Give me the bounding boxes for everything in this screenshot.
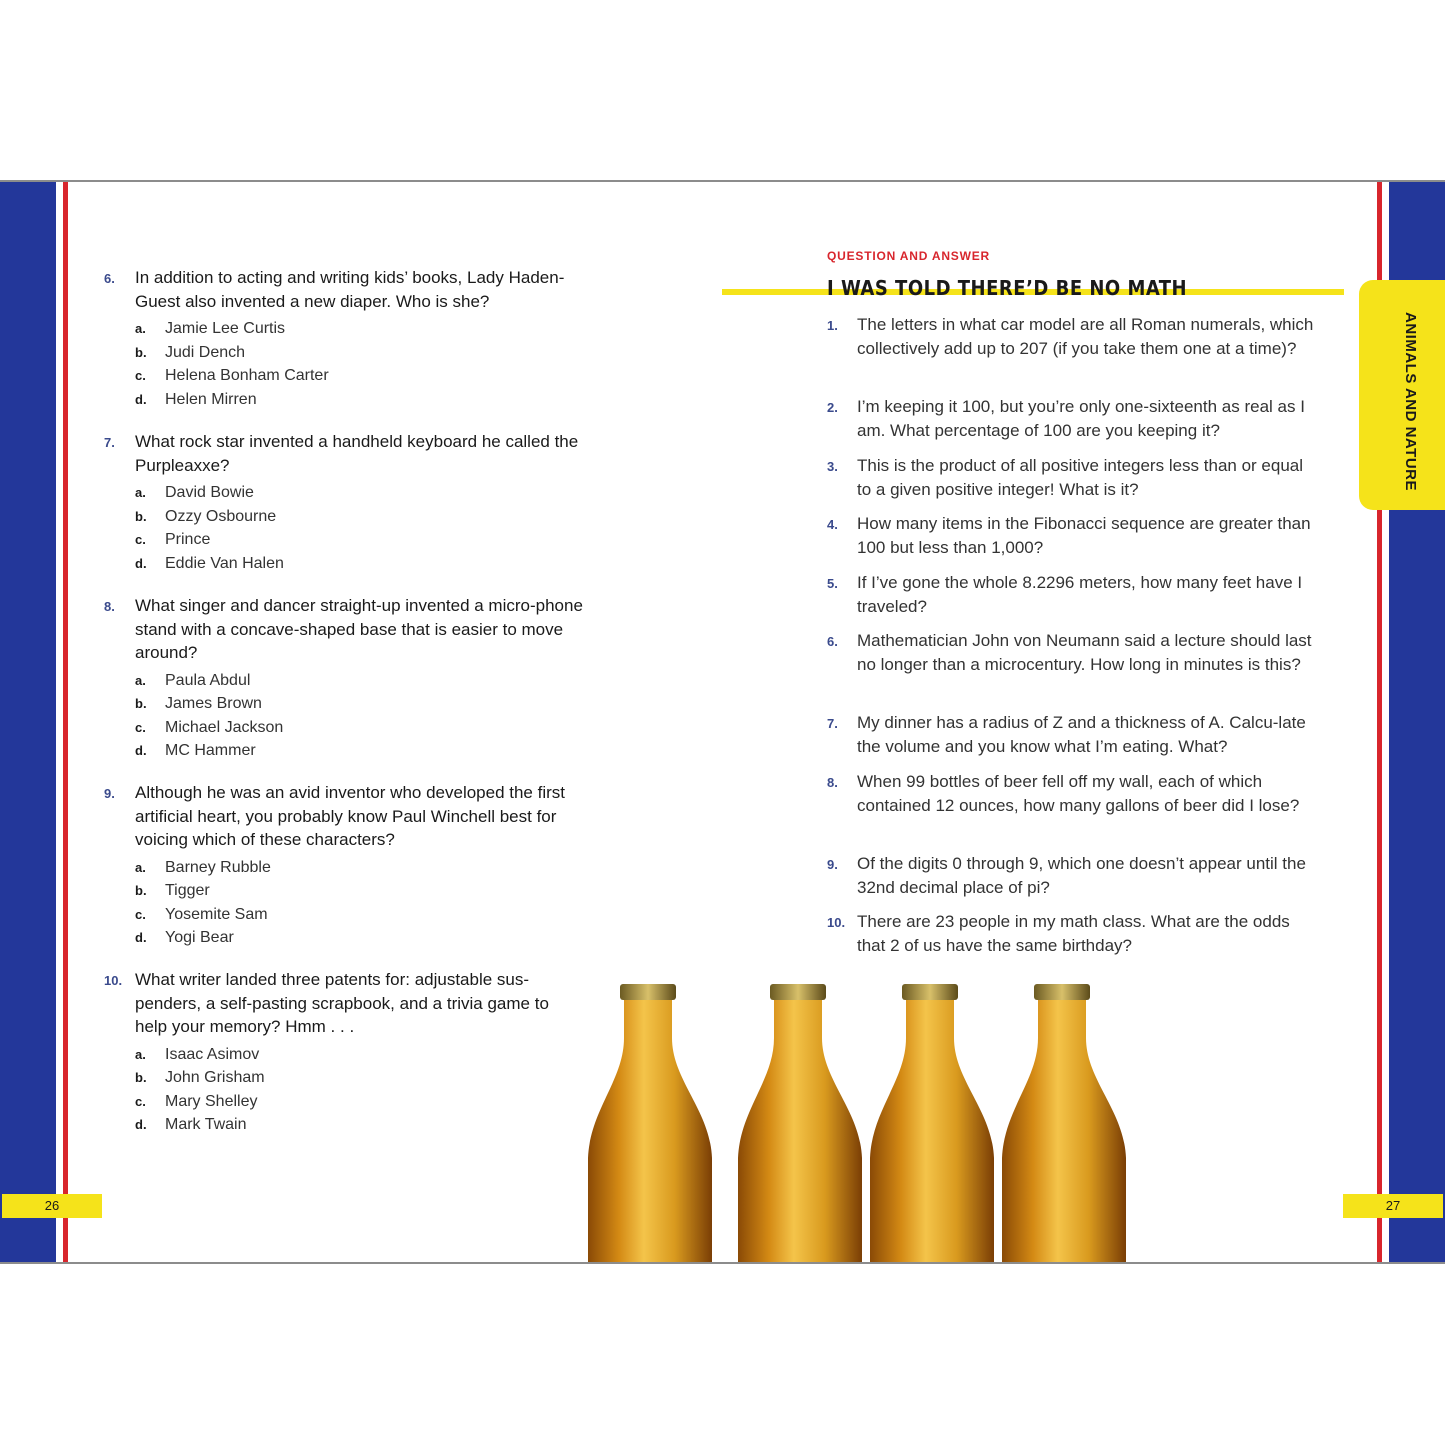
question-number: 9. <box>827 857 838 872</box>
right-question-6 <box>827 629 1317 676</box>
right-question-4 <box>827 512 1317 559</box>
option-text: Mary Shelley <box>165 1092 258 1110</box>
answer-option <box>135 481 584 505</box>
option-text: John Grisham <box>165 1069 265 1086</box>
question-number: 7. <box>827 716 838 731</box>
option-text: James Brown <box>165 695 262 712</box>
answer-options <box>135 1043 584 1137</box>
answer-option <box>135 926 584 950</box>
option-text: Yosemite Sam <box>165 905 268 923</box>
option-letter: d. <box>135 555 147 571</box>
option-text: Helena Bonham Carter <box>165 367 329 384</box>
page-number-right: 27 <box>1343 1194 1443 1218</box>
answer-option <box>135 716 584 740</box>
right-question-7 <box>827 711 1317 758</box>
option-letter: b. <box>135 883 147 898</box>
question-number: 3. <box>827 459 838 474</box>
question-text: Of the digits 0 through 9, which one doesn’t appear until the 32nd decimal place of pi? <box>857 854 1306 897</box>
question-text: The letters in what car model are all Roman numerals, which collectively add up to 207 (if you take them one at a time)? <box>857 315 1314 358</box>
section-label: QUESTION AND ANSWER <box>827 249 990 263</box>
left-red-stripe <box>63 182 68 1262</box>
option-letter: a. <box>135 859 146 875</box>
question-text: Although he was an avid inventor who developed the first artificial heart, you probably know Paul Winchell best for voicing which of these characters? <box>135 783 565 849</box>
beer-bottle-icon <box>588 984 712 1262</box>
question-text: My dinner has a radius of Z and a thickness of A. Calcu-late the volume and you know what I’m eating. What? <box>857 713 1306 756</box>
answer-option <box>135 341 584 365</box>
option-text: Mark Twain <box>165 1116 247 1133</box>
option-text: Ozzy Osbourne <box>165 507 277 525</box>
right-question-5 <box>827 571 1317 618</box>
answer-option <box>135 388 584 412</box>
right-question-2 <box>827 395 1317 442</box>
option-letter: a. <box>135 672 146 688</box>
option-letter: a. <box>135 1046 146 1062</box>
question-number: 7. <box>104 435 115 450</box>
right-question-10 <box>827 910 1317 957</box>
page-number-left: 26 <box>2 1194 102 1218</box>
option-text: Barney Rubble <box>165 858 271 876</box>
question-text: In addition to acting and writing kids’ books, Lady Haden-Guest also invented a new diaper. Who is she? <box>135 268 565 311</box>
left-question-8 <box>104 594 584 763</box>
answer-option <box>135 505 584 529</box>
beer-bottle-icon <box>870 984 994 1262</box>
option-letter: c. <box>135 719 146 735</box>
beer-bottle-icon <box>1002 984 1126 1262</box>
question-text: Mathematician John von Neumann said a lecture should last no longer than a microcentury. How long in minutes is this? <box>857 631 1312 674</box>
answer-option <box>135 903 584 927</box>
answer-option <box>135 669 584 693</box>
answer-option <box>135 1113 584 1137</box>
question-number: 6. <box>104 271 115 286</box>
answer-options <box>135 669 584 763</box>
option-letter: a. <box>135 321 146 336</box>
question-text: If I’ve gone the whole 8.2296 meters, how many feet have I traveled? <box>857 573 1303 616</box>
answer-options <box>135 856 584 950</box>
question-text: I’m keeping it 100, but you’re only one-sixteenth as real as I am. What percentage of 100 are you keeping it? <box>857 397 1305 440</box>
option-letter: d. <box>135 391 147 407</box>
option-letter: c. <box>135 368 146 383</box>
option-text: Isaac Asimov <box>165 1045 260 1063</box>
right-question-8 <box>827 770 1317 817</box>
answer-option <box>135 364 584 388</box>
option-letter: c. <box>135 906 146 922</box>
chapter-tab-label: ANIMALS AND NATURE <box>1402 312 1419 491</box>
question-text: There are 23 people in my math class. What are the odds that 2 of us have the same birthday? <box>857 912 1290 955</box>
question-number: 1. <box>827 318 838 333</box>
right-question-1 <box>827 313 1317 360</box>
option-letter: d. <box>135 1117 147 1132</box>
option-letter: d. <box>135 743 147 758</box>
question-number: 8. <box>104 599 115 614</box>
question-number: 5. <box>827 576 838 591</box>
left-question-9 <box>104 781 584 950</box>
question-number: 4. <box>827 517 838 532</box>
answer-option <box>135 1043 584 1067</box>
answer-option <box>135 317 584 341</box>
answer-option <box>135 879 584 903</box>
option-text: MC Hammer <box>165 742 256 759</box>
question-number: 2. <box>827 400 838 415</box>
option-letter: c. <box>135 532 146 547</box>
option-letter: b. <box>135 344 147 360</box>
option-text: Helen Mirren <box>165 390 257 408</box>
option-text: Michael Jackson <box>165 718 284 736</box>
answer-options <box>135 317 584 411</box>
option-letter: b. <box>135 696 147 711</box>
question-number: 10. <box>827 915 846 930</box>
answer-option <box>135 528 584 552</box>
option-text: Prince <box>165 531 211 548</box>
option-text: David Bowie <box>165 484 254 501</box>
option-letter: b. <box>135 1070 147 1085</box>
question-number: 10. <box>104 973 123 988</box>
question-text: How many items in the Fibonacci sequence are greater than 100 but less than 1,000? <box>857 514 1311 557</box>
option-text: Judi Dench <box>165 343 246 361</box>
left-question-10 <box>104 968 584 1137</box>
option-text: Paula Abdul <box>165 671 251 689</box>
answer-option <box>135 1090 584 1114</box>
question-text: What rock star invented a handheld keyboard he called the Purpleaxxe? <box>135 432 579 475</box>
option-letter: b. <box>135 508 147 524</box>
option-letter: c. <box>135 1093 146 1109</box>
answer-option <box>135 739 584 763</box>
option-text: Jamie Lee Curtis <box>165 320 286 337</box>
left-question-6 <box>104 266 584 411</box>
answer-option <box>135 856 584 880</box>
answer-option <box>135 1066 584 1090</box>
question-number: 8. <box>827 775 838 790</box>
right-question-9 <box>827 852 1317 899</box>
left-blue-band <box>0 182 56 1262</box>
answer-options <box>135 481 584 575</box>
answer-option <box>135 552 584 576</box>
option-text: Tigger <box>165 882 210 899</box>
question-text: What writer landed three patents for: adjustable sus-penders, a self-pasting scrapbook, and a trivia game to help your memory? Hmm . . . <box>135 970 549 1036</box>
question-number: 9. <box>104 786 115 801</box>
question-text: What singer and dancer straight-up invented a micro-phone stand with a concave-shaped base that is easier to move around? <box>135 596 583 662</box>
question-text: This is the product of all positive integers less than or equal to a given positive integer! What is it? <box>857 456 1304 499</box>
answer-option <box>135 692 584 716</box>
right-question-3 <box>827 454 1317 501</box>
beer-bottles-illustration <box>580 980 1140 1262</box>
question-text: When 99 bottles of beer fell off my wall, each of which contained 12 ounces, how many gallons of beer did I lose? <box>857 772 1300 815</box>
option-text: Yogi Bear <box>165 929 234 946</box>
option-text: Eddie Van Halen <box>165 554 284 572</box>
left-question-7 <box>104 430 584 575</box>
option-letter: d. <box>135 930 147 945</box>
option-letter: a. <box>135 485 146 500</box>
beer-bottle-icon <box>738 984 862 1262</box>
page-title: I WAS TOLD THERE’D BE NO MATH <box>827 276 1188 300</box>
question-number: 6. <box>827 634 838 649</box>
